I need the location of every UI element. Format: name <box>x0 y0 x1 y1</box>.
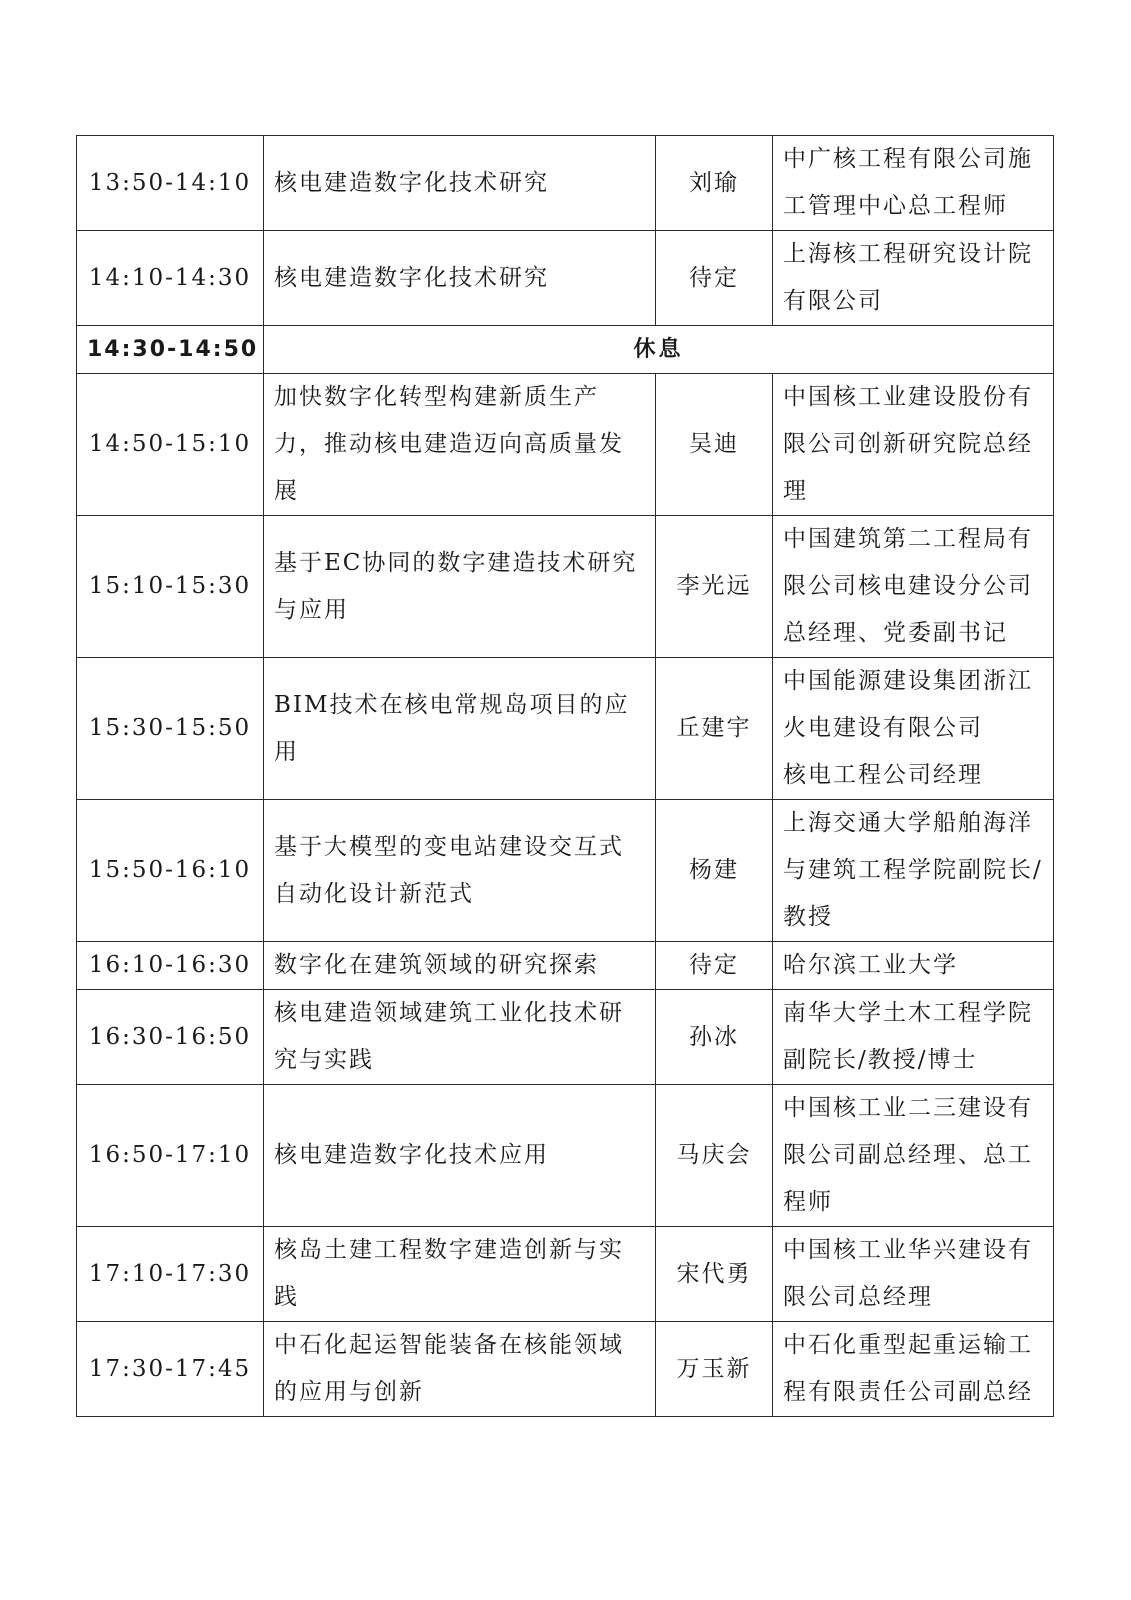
organization-cell: 中石化重型起重运输工程有限责任公司副总经 <box>773 1322 1054 1417</box>
organization-line: 中国能源建设集团浙江火电建设有限公司 <box>783 668 1033 741</box>
break-label: 休息 <box>264 326 1054 374</box>
topic-cell: BIM技术在核电常规岛项目的应用 <box>264 658 656 800</box>
time-cell: 17:30-17:45 <box>77 1322 264 1417</box>
speaker-cell: 孙冰 <box>656 990 773 1085</box>
break-row <box>77 326 1054 374</box>
organization-cell: 中国核工业二三建设有限公司副总经理、总工程师 <box>773 1085 1054 1227</box>
speaker-cell: 待定 <box>656 942 773 990</box>
agenda-table <box>76 135 1054 1417</box>
topic-cell: 核电建造数字化技术应用 <box>264 1085 656 1227</box>
table-row <box>77 374 1054 516</box>
topic-cell: 数字化在建筑领域的研究探索 <box>264 942 656 990</box>
time-cell: 16:10-16:30 <box>77 942 264 990</box>
topic-cell: 基于大模型的变电站建设交互式自动化设计新范式 <box>264 800 656 942</box>
speaker-cell: 吴迪 <box>656 374 773 516</box>
table-row <box>77 658 1054 800</box>
table-row <box>77 800 1054 942</box>
time-cell: 15:50-16:10 <box>77 800 264 942</box>
speaker-cell: 杨建 <box>656 800 773 942</box>
time-cell: 14:10-14:30 <box>77 231 264 326</box>
organization-cell: 上海交通大学船舶海洋与建筑工程学院副院长/教授 <box>773 800 1054 942</box>
table-row <box>77 1322 1054 1417</box>
table-row <box>77 231 1054 326</box>
time-cell: 15:10-15:30 <box>77 516 264 658</box>
speaker-cell: 丘建宇 <box>656 658 773 800</box>
time-cell: 14:30-14:50 <box>77 326 264 374</box>
organization-cell: 上海核工程研究设计院有限公司 <box>773 231 1054 326</box>
speaker-cell: 李光远 <box>656 516 773 658</box>
organization-cell: 南华大学土木工程学院副院长/教授/博士 <box>773 990 1054 1085</box>
time-cell: 13:50-14:10 <box>77 136 264 231</box>
time-cell: 16:30-16:50 <box>77 990 264 1085</box>
speaker-cell: 万玉新 <box>656 1322 773 1417</box>
organization-cell: 中国建筑第二工程局有限公司核电建设分公司总经理、党委副书记 <box>773 516 1054 658</box>
table-row <box>77 1227 1054 1322</box>
organization-cell: 哈尔滨工业大学 <box>773 942 1054 990</box>
topic-cell: 中石化起运智能装备在核能领域的应用与创新 <box>264 1322 656 1417</box>
organization-cell <box>773 658 1054 800</box>
topic-cell: 核岛土建工程数字建造创新与实践 <box>264 1227 656 1322</box>
organization-cell: 中国核工业华兴建设有限公司总经理 <box>773 1227 1054 1322</box>
organization-line: 核电工程公司经理 <box>783 762 983 788</box>
speaker-cell: 刘瑜 <box>656 136 773 231</box>
topic-cell: 加快数字化转型构建新质生产力，推动核电建造迈向高质量发展 <box>264 374 656 516</box>
time-cell: 16:50-17:10 <box>77 1085 264 1227</box>
topic-cell: 核电建造数字化技术研究 <box>264 231 656 326</box>
table-row <box>77 516 1054 658</box>
table-row <box>77 136 1054 231</box>
table-row <box>77 1085 1054 1227</box>
table-row <box>77 990 1054 1085</box>
topic-cell: 核电建造数字化技术研究 <box>264 136 656 231</box>
topic-cell: 基于EC协同的数字建造技术研究与应用 <box>264 516 656 658</box>
time-cell: 14:50-15:10 <box>77 374 264 516</box>
speaker-cell: 宋代勇 <box>656 1227 773 1322</box>
topic-cell: 核电建造领域建筑工业化技术研究与实践 <box>264 990 656 1085</box>
speaker-cell: 马庆会 <box>656 1085 773 1227</box>
table-row <box>77 942 1054 990</box>
organization-cell: 中广核工程有限公司施工管理中心总工程师 <box>773 136 1054 231</box>
time-cell: 17:10-17:30 <box>77 1227 264 1322</box>
speaker-cell: 待定 <box>656 231 773 326</box>
time-cell: 15:30-15:50 <box>77 658 264 800</box>
organization-cell: 中国核工业建设股份有限公司创新研究院总经理 <box>773 374 1054 516</box>
